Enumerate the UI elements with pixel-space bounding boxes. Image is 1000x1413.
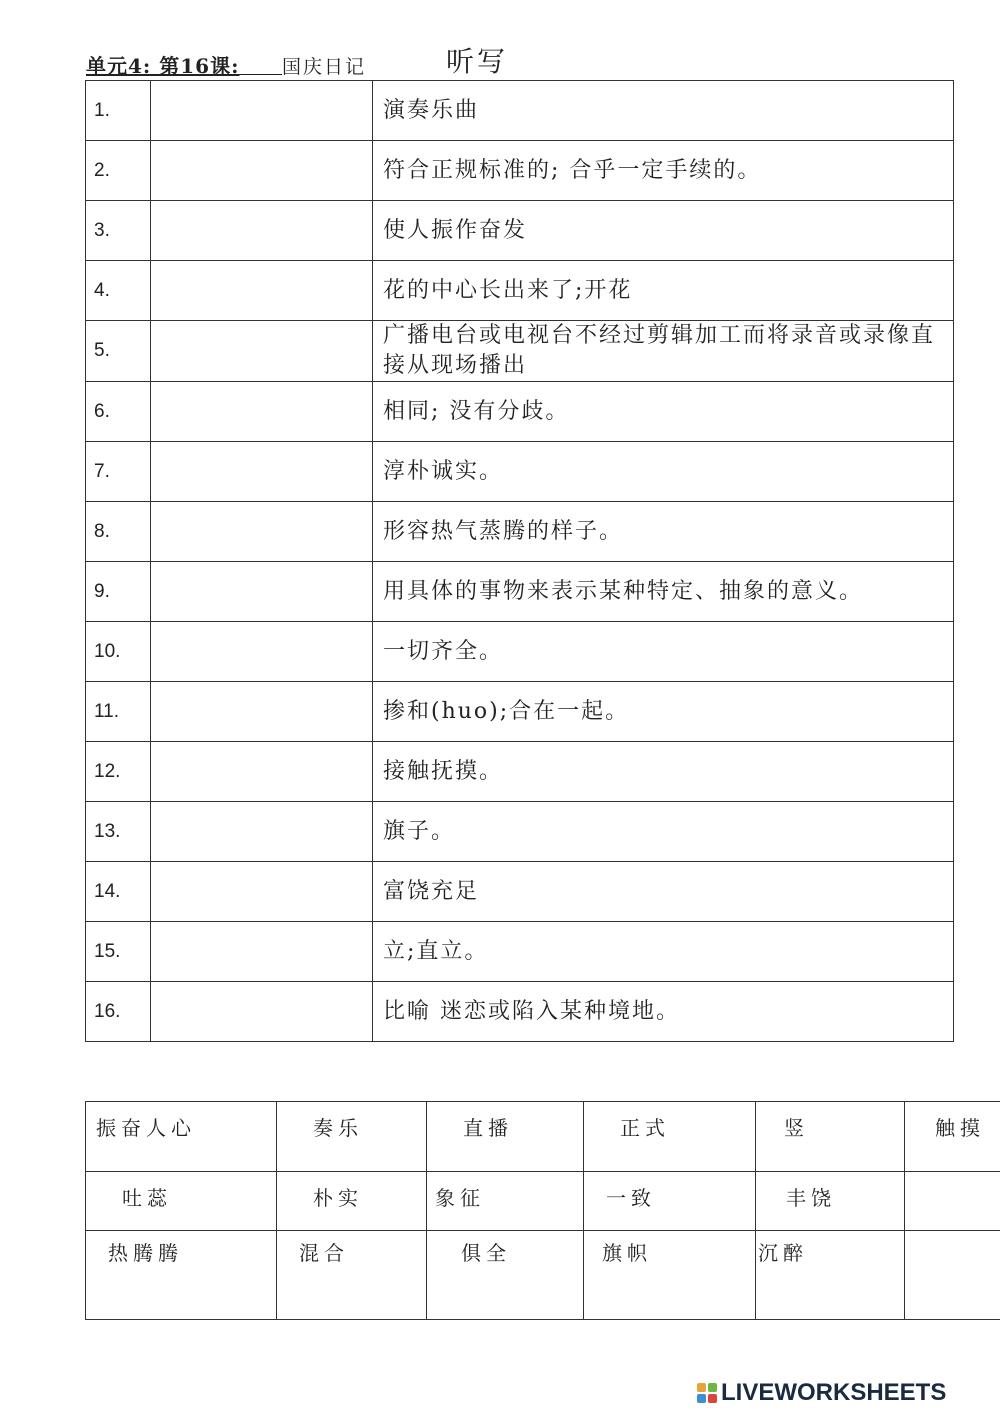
definition-text: 接触抚摸。	[373, 742, 954, 802]
row-number: 12.	[86, 742, 151, 802]
unit-lesson-label: 单元4: 第16课:	[86, 54, 240, 78]
table-row	[86, 922, 954, 982]
answer-cell	[151, 141, 373, 201]
row-number: 9.	[86, 562, 151, 622]
word-bank-item: 俱全	[427, 1231, 584, 1320]
answer-cell	[151, 382, 373, 442]
word-bank-item: 混合	[277, 1231, 427, 1320]
answer-input-7[interactable]	[161, 453, 365, 491]
answer-input-14[interactable]	[161, 873, 365, 911]
row-number: 15.	[86, 922, 151, 982]
definition-text: 淳朴诚实。	[373, 442, 954, 502]
answer-cell	[151, 442, 373, 502]
definition-text: 使人振作奋发	[373, 201, 954, 261]
worksheet-header	[86, 40, 956, 78]
table-row	[86, 81, 954, 141]
word-bank-item: 朴实	[277, 1172, 427, 1231]
answer-input-4[interactable]	[161, 272, 365, 310]
table-row	[86, 442, 954, 502]
table-row	[86, 141, 954, 201]
answer-cell	[151, 742, 373, 802]
word-bank-item: 一致	[584, 1172, 756, 1231]
definition-text: 符合正规标准的; 合乎一定手续的。	[373, 141, 954, 201]
definition-text: 富饶充足	[373, 862, 954, 922]
definition-text: 一切齐全。	[373, 622, 954, 682]
row-number: 14.	[86, 862, 151, 922]
answer-cell	[151, 81, 373, 141]
table-row	[86, 382, 954, 442]
answer-input-1[interactable]	[161, 92, 365, 130]
word-bank-item	[905, 1172, 1000, 1231]
definition-text: 掺和(huo);合在一起。	[373, 682, 954, 742]
dictation-table	[85, 80, 954, 1042]
word-bank-item: 竖	[756, 1102, 905, 1172]
answer-input-5[interactable]	[161, 332, 365, 370]
row-number: 6.	[86, 382, 151, 442]
row-number: 3.	[86, 201, 151, 261]
definition-text: 形容热气蒸腾的样子。	[373, 502, 954, 562]
answer-cell	[151, 682, 373, 742]
table-row	[86, 261, 954, 321]
liveworksheets-logo	[697, 1378, 946, 1408]
answer-cell	[151, 622, 373, 682]
row-number: 1.	[86, 81, 151, 141]
definition-text: 相同; 没有分歧。	[373, 382, 954, 442]
answer-cell	[151, 862, 373, 922]
logo-square-2	[708, 1383, 717, 1392]
word-bank-item: 触摸	[905, 1102, 1000, 1172]
table-row	[86, 802, 954, 862]
answer-input-12[interactable]	[161, 753, 365, 791]
table-row	[86, 742, 954, 802]
logo-square-4	[708, 1394, 717, 1403]
answer-cell	[151, 201, 373, 261]
word-bank-item: 直播	[427, 1102, 584, 1172]
logo-mark-icon	[697, 1383, 717, 1403]
definition-text: 旗子。	[373, 802, 954, 862]
word-bank-item: 振奋人心	[86, 1102, 277, 1172]
answer-input-3[interactable]	[161, 212, 365, 250]
answer-cell	[151, 802, 373, 862]
table-row	[86, 201, 954, 261]
word-bank-row	[86, 1172, 1000, 1231]
word-bank-item: 奏乐	[277, 1102, 427, 1172]
definition-text: 演奏乐曲	[373, 81, 954, 141]
word-bank-item: 丰饶	[756, 1172, 905, 1231]
definition-text: 比喻 迷恋或陷入某种境地。	[373, 982, 954, 1042]
word-bank-item: 旗帜	[584, 1231, 756, 1320]
answer-cell	[151, 321, 373, 382]
word-bank-item	[905, 1231, 1000, 1320]
answer-cell	[151, 562, 373, 622]
dictation-heading: 听写	[446, 45, 509, 78]
definition-text: 广播电台或电视台不经过剪辑加工而将录音或录像直接从现场播出	[373, 321, 954, 382]
answer-input-15[interactable]	[161, 933, 365, 971]
table-row	[86, 862, 954, 922]
answer-input-8[interactable]	[161, 513, 365, 551]
logo-square-3	[697, 1394, 706, 1403]
word-bank-item: 吐蕊	[86, 1172, 277, 1231]
answer-cell	[151, 982, 373, 1042]
table-row	[86, 502, 954, 562]
definition-text: 用具体的事物来表示某种特定、抽象的意义。	[373, 562, 954, 622]
row-number: 2.	[86, 141, 151, 201]
answer-input-6[interactable]	[161, 393, 365, 431]
row-number: 10.	[86, 622, 151, 682]
answer-input-13[interactable]	[161, 813, 365, 851]
answer-input-9[interactable]	[161, 573, 365, 611]
answer-input-10[interactable]	[161, 633, 365, 671]
row-number: 11.	[86, 682, 151, 742]
answer-cell	[151, 502, 373, 562]
row-number: 13.	[86, 802, 151, 862]
word-bank-row	[86, 1102, 1000, 1172]
word-bank-item: 热腾腾	[86, 1231, 277, 1320]
word-bank-item: 沉醉	[756, 1231, 905, 1320]
table-row	[86, 321, 954, 382]
answer-cell	[151, 922, 373, 982]
answer-input-11[interactable]	[161, 693, 365, 731]
answer-input-16[interactable]	[161, 993, 365, 1031]
word-bank-item: 象征	[427, 1172, 584, 1231]
row-number: 4.	[86, 261, 151, 321]
word-bank-row	[86, 1231, 1000, 1320]
row-number: 8.	[86, 502, 151, 562]
answer-input-2[interactable]	[161, 152, 365, 190]
definition-text: 花的中心长出来了;开花	[373, 261, 954, 321]
table-row	[86, 682, 954, 742]
row-number: 5.	[86, 321, 151, 382]
row-number: 16.	[86, 982, 151, 1042]
table-row	[86, 622, 954, 682]
word-bank-item: 正式	[584, 1102, 756, 1172]
table-row	[86, 562, 954, 622]
table-row	[86, 982, 954, 1042]
lesson-title: 国庆日记	[282, 56, 367, 78]
word-bank-table	[85, 1101, 1000, 1320]
answer-cell	[151, 261, 373, 321]
definition-text: 立;直立。	[373, 922, 954, 982]
logo-square-1	[697, 1383, 706, 1392]
title-underline	[86, 74, 282, 75]
row-number: 7.	[86, 442, 151, 502]
logo-text: LIVEWORKSHEETS	[721, 1379, 947, 1406]
